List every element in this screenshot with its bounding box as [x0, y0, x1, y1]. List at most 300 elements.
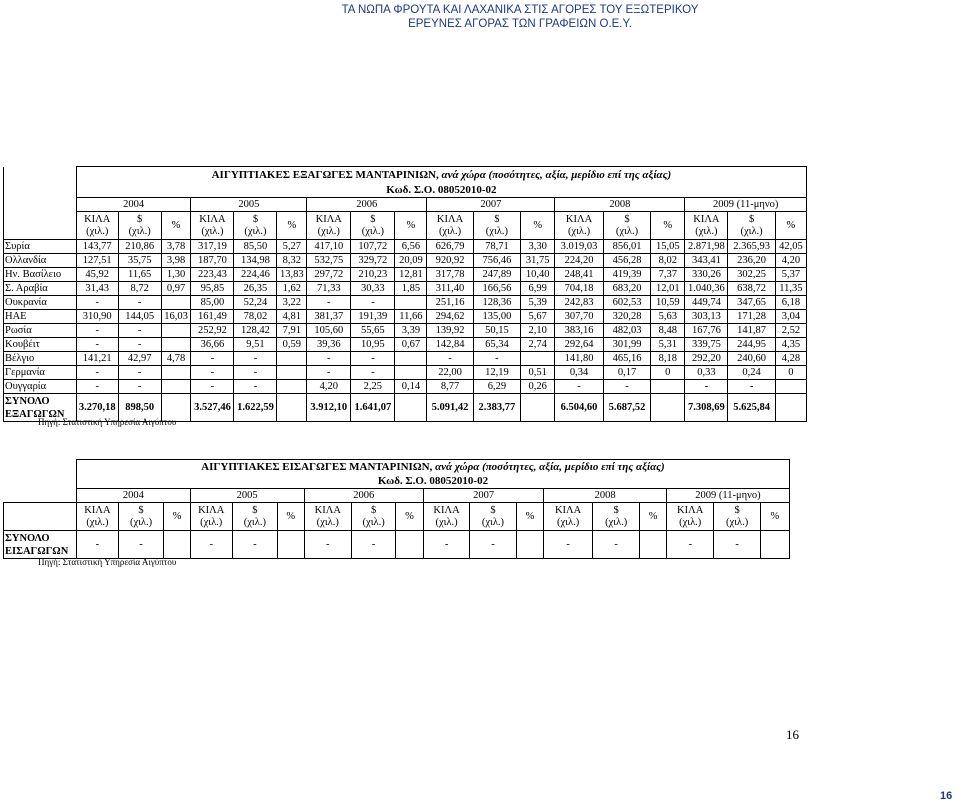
value-cell: - — [728, 380, 775, 394]
value-cell: 85,00 — [191, 296, 234, 310]
value-cell: 5,27 — [277, 240, 307, 254]
value-cell: 10,59 — [651, 296, 685, 310]
value-cell: - — [76, 296, 118, 310]
value-cell: - — [118, 366, 161, 380]
value-cell: 167,76 — [685, 324, 728, 338]
value-cell: 30,33 — [351, 282, 395, 296]
value-cell: 3,04 — [775, 310, 806, 324]
total-value-cell: - — [304, 531, 352, 559]
table-row — [4, 324, 807, 338]
value-cell: - — [118, 338, 161, 352]
col-kila-header: ΚΙΛΑ (χιλ.) — [666, 503, 714, 531]
value-cell: 248,41 — [555, 268, 604, 282]
value-cell: - — [603, 380, 650, 394]
value-cell: 78,02 — [234, 310, 277, 324]
year-header: 2005 — [191, 198, 307, 212]
value-cell: 383,16 — [555, 324, 604, 338]
total-value-cell — [760, 531, 789, 559]
exports-code: Κωδ. Σ.Ο. 08052010-02 — [76, 184, 806, 198]
value-cell: - — [76, 324, 118, 338]
value-cell: - — [351, 352, 395, 366]
table-row — [4, 240, 807, 254]
value-cell: 141,87 — [728, 324, 775, 338]
value-cell: 223,43 — [191, 268, 234, 282]
value-cell: 602,53 — [603, 296, 650, 310]
value-cell: 8,48 — [651, 324, 685, 338]
col-usd-header: $ (χιλ.) — [603, 212, 650, 240]
col-kila-header: ΚΙΛΑ (χιλ.) — [191, 212, 234, 240]
col-usd-header: $ (χιλ.) — [118, 503, 163, 531]
value-cell: 303,13 — [685, 310, 728, 324]
value-cell: 210,23 — [351, 268, 395, 282]
table-row — [4, 380, 807, 394]
value-cell: 31,75 — [521, 254, 555, 268]
value-cell: 302,25 — [728, 268, 775, 282]
value-cell: 166,56 — [473, 282, 520, 296]
value-cell: - — [76, 338, 118, 352]
value-cell: 16,03 — [161, 310, 191, 324]
value-cell: 0,17 — [603, 366, 650, 380]
value-cell: 292,20 — [685, 352, 728, 366]
value-cell: 127,51 — [76, 254, 118, 268]
value-cell: 343,41 — [685, 254, 728, 268]
value-cell: 6,29 — [473, 380, 520, 394]
value-cell: 13,83 — [277, 268, 307, 282]
value-cell: 8,72 — [118, 282, 161, 296]
col-kila-header: ΚΙΛΑ (χιλ.) — [190, 503, 232, 531]
value-cell: 0,34 — [555, 366, 604, 380]
imports-code: Κωδ. Σ.Ο. 08052010-02 — [76, 475, 789, 489]
year-header: 2008 — [544, 489, 667, 503]
col-usd-header: $ (χιλ.) — [352, 503, 396, 531]
value-cell: 4,35 — [775, 338, 806, 352]
total-value-cell — [640, 531, 667, 559]
year-header: 2006 — [307, 198, 427, 212]
total-value-cell: 1.641,07 — [351, 394, 395, 422]
value-cell: 128,36 — [473, 296, 520, 310]
exports-title: ΑΙΓΥΠΤΙΑΚΕΣ ΕΞΑΓΩΓΕΣ ΜΑΝΤΑΡΙΝΙΩΝ, ανά χώρα (ποσότητες, αξία, μερίδιο επί της αξίας) — [76, 167, 806, 184]
value-cell: 8,77 — [427, 380, 473, 394]
col-kila-header: ΚΙΛΑ (χιλ.) — [544, 503, 593, 531]
col-usd-header: $ (χιλ.) — [592, 503, 640, 531]
value-cell: 26,35 — [234, 282, 277, 296]
value-cell: 12,19 — [473, 366, 520, 380]
value-cell — [651, 380, 685, 394]
value-cell — [161, 324, 191, 338]
total-value-cell: - — [118, 531, 163, 559]
col-pct-header: % — [651, 212, 685, 240]
value-cell: 2,52 — [775, 324, 806, 338]
value-cell: 5,63 — [651, 310, 685, 324]
value-cell: 307,70 — [555, 310, 604, 324]
imports-table — [3, 459, 790, 559]
value-cell: 7,37 — [651, 268, 685, 282]
value-cell: 1,62 — [277, 282, 307, 296]
imports-title: ΑΙΓΥΠΤΙΑΚΕΣ ΕΙΣΑΓΩΓΕΣ ΜΑΝΤΑΡΙΝΙΩΝ, ανά χώρα (ποσότητες, αξία, μερίδιο επί της αξίας) — [76, 460, 789, 475]
value-cell: 465,16 — [603, 352, 650, 366]
value-cell: 310,90 — [76, 310, 118, 324]
value-cell: 12,01 — [651, 282, 685, 296]
value-cell: 317,78 — [427, 268, 473, 282]
value-cell: 683,20 — [603, 282, 650, 296]
value-cell: 242,83 — [555, 296, 604, 310]
value-cell: 11,65 — [118, 268, 161, 282]
value-cell: 55,65 — [351, 324, 395, 338]
year-header: 2004 — [76, 198, 191, 212]
value-cell: - — [473, 352, 520, 366]
total-value-cell — [278, 531, 305, 559]
value-cell: 142,84 — [427, 338, 473, 352]
value-cell — [161, 366, 191, 380]
col-usd-header: $ (χιλ.) — [232, 503, 277, 531]
imports-source: Πηγή: Στατιστική Υπηρεσία Αιγύπτου — [38, 557, 177, 567]
total-value-cell: 3.912,10 — [307, 394, 351, 422]
total-value-cell: - — [352, 531, 396, 559]
col-usd-header: $ (χιλ.) — [118, 212, 161, 240]
value-cell: 95,85 — [191, 282, 234, 296]
col-usd-header: $ (χιλ.) — [728, 212, 775, 240]
value-cell: 347,65 — [728, 296, 775, 310]
value-cell — [521, 352, 555, 366]
value-cell: 294,62 — [427, 310, 473, 324]
total-value-cell: 5.687,52 — [603, 394, 650, 422]
value-cell: 107,72 — [351, 240, 395, 254]
value-cell: 244,95 — [728, 338, 775, 352]
value-cell: 8,02 — [651, 254, 685, 268]
country-cell: Ην. Βασίλειο — [4, 268, 77, 282]
country-cell: Συρία — [4, 240, 77, 254]
value-cell: 482,03 — [603, 324, 650, 338]
value-cell: 35,75 — [118, 254, 161, 268]
value-cell: 4,20 — [307, 380, 351, 394]
year-header: 2004 — [76, 489, 190, 503]
value-cell: 3,78 — [161, 240, 191, 254]
value-cell: 171,28 — [728, 310, 775, 324]
value-cell — [395, 352, 427, 366]
value-cell: 532,75 — [307, 254, 351, 268]
value-cell: 0 — [651, 366, 685, 380]
value-cell: 3,39 — [395, 324, 427, 338]
value-cell: 1,30 — [161, 268, 191, 282]
value-cell: 0 — [775, 366, 806, 380]
value-cell: 6,99 — [521, 282, 555, 296]
col-pct-header: % — [775, 212, 806, 240]
value-cell: 247,89 — [473, 268, 520, 282]
page-number: 16 — [786, 727, 799, 742]
value-cell: - — [555, 380, 604, 394]
value-cell — [395, 366, 427, 380]
value-cell: 128,42 — [234, 324, 277, 338]
value-cell: - — [76, 366, 118, 380]
value-cell: 224,20 — [555, 254, 604, 268]
country-cell: Ουκρανία — [4, 296, 77, 310]
col-pct-header: % — [278, 503, 305, 531]
col-kila-header: ΚΙΛΑ (χιλ.) — [685, 212, 728, 240]
total-value-cell: - — [714, 531, 760, 559]
value-cell: 6,18 — [775, 296, 806, 310]
col-pct-header: % — [161, 212, 191, 240]
value-cell: 330,26 — [685, 268, 728, 282]
total-value-cell — [277, 394, 307, 422]
value-cell: 10,95 — [351, 338, 395, 352]
value-cell: 2,74 — [521, 338, 555, 352]
table-row — [4, 282, 807, 296]
value-cell: 0,14 — [395, 380, 427, 394]
value-cell: 78,71 — [473, 240, 520, 254]
country-cell: Γερμανία — [4, 366, 77, 380]
table-row — [4, 268, 807, 282]
value-cell — [161, 380, 191, 394]
value-cell: - — [234, 366, 277, 380]
value-cell: 85,50 — [234, 240, 277, 254]
year-header: 2007 — [423, 489, 543, 503]
value-cell: 1.040,36 — [685, 282, 728, 296]
value-cell: 339,75 — [685, 338, 728, 352]
value-cell: 191,39 — [351, 310, 395, 324]
value-cell — [775, 380, 806, 394]
value-cell: - — [234, 352, 277, 366]
col-usd-header: $ (χιλ.) — [470, 503, 516, 531]
value-cell: 224,46 — [234, 268, 277, 282]
value-cell: 4,78 — [161, 352, 191, 366]
value-cell: 417,10 — [307, 240, 351, 254]
col-kila-header: ΚΙΛΑ (χιλ.) — [427, 212, 473, 240]
value-cell: - — [118, 296, 161, 310]
col-pct-header: % — [396, 503, 424, 531]
value-cell: 329,72 — [351, 254, 395, 268]
value-cell: 5,37 — [775, 268, 806, 282]
total-value-cell — [164, 531, 191, 559]
value-cell: 50,15 — [473, 324, 520, 338]
value-cell: 71,33 — [307, 282, 351, 296]
value-cell: 301,99 — [603, 338, 650, 352]
value-cell: 626,79 — [427, 240, 473, 254]
country-cell: Ολλανδία — [4, 254, 77, 268]
value-cell: 161,49 — [191, 310, 234, 324]
total-value-cell: 7.308,69 — [685, 394, 728, 422]
table-row — [4, 366, 807, 380]
total-value-cell: - — [232, 531, 277, 559]
total-value-cell: - — [544, 531, 593, 559]
col-usd-header: $ (χιλ.) — [473, 212, 520, 240]
value-cell: 5,39 — [521, 296, 555, 310]
value-cell: 65,34 — [473, 338, 520, 352]
country-cell: Βέλγιο — [4, 352, 77, 366]
country-cell: ΗΑΕ — [4, 310, 77, 324]
value-cell: 6,56 — [395, 240, 427, 254]
total-value-cell: - — [423, 531, 469, 559]
value-cell: 2,10 — [521, 324, 555, 338]
value-cell: 704,18 — [555, 282, 604, 296]
value-cell: 141,80 — [555, 352, 604, 366]
year-header: 2007 — [427, 198, 555, 212]
col-kila-header: ΚΙΛΑ (χιλ.) — [304, 503, 352, 531]
total-value-cell: - — [470, 531, 516, 559]
value-cell: 8,32 — [277, 254, 307, 268]
value-cell: 419,39 — [603, 268, 650, 282]
value-cell: 456,28 — [603, 254, 650, 268]
value-cell — [161, 296, 191, 310]
table-row — [4, 310, 807, 324]
total-value-cell — [651, 394, 685, 422]
col-kila-header: ΚΙΛΑ (χιλ.) — [76, 503, 118, 531]
value-cell: - — [118, 380, 161, 394]
value-cell: 36,66 — [191, 338, 234, 352]
value-cell: - — [76, 380, 118, 394]
value-cell: 236,20 — [728, 254, 775, 268]
total-value-cell: 898,50 — [118, 394, 161, 422]
total-value-cell: 1.622,59 — [234, 394, 277, 422]
total-value-cell — [775, 394, 806, 422]
value-cell: 11,35 — [775, 282, 806, 296]
col-pct-header: % — [760, 503, 789, 531]
country-cell: Σ. Αραβία — [4, 282, 77, 296]
value-cell: 311,40 — [427, 282, 473, 296]
value-cell: 187,70 — [191, 254, 234, 268]
value-cell: 3,98 — [161, 254, 191, 268]
total-value-cell — [516, 531, 544, 559]
value-cell: 240,60 — [728, 352, 775, 366]
col-pct-header: % — [395, 212, 427, 240]
col-usd-header: $ (χιλ.) — [351, 212, 395, 240]
value-cell: - — [234, 380, 277, 394]
col-pct-header: % — [164, 503, 191, 531]
value-cell: 1,85 — [395, 282, 427, 296]
value-cell: 4,81 — [277, 310, 307, 324]
total-value-cell: 2.383,77 — [473, 394, 520, 422]
col-kila-header: ΚΙΛΑ (χιλ.) — [555, 212, 604, 240]
value-cell: 381,37 — [307, 310, 351, 324]
table-row — [4, 352, 807, 366]
value-cell: 139,92 — [427, 324, 473, 338]
table-row — [4, 296, 807, 310]
total-value-cell: - — [592, 531, 640, 559]
value-cell: 5,31 — [651, 338, 685, 352]
value-cell: 8,18 — [651, 352, 685, 366]
value-cell: 0,59 — [277, 338, 307, 352]
value-cell: 144,05 — [118, 310, 161, 324]
col-pct-header: % — [277, 212, 307, 240]
page-number-corner: 16 — [940, 790, 953, 802]
exports-source: Πηγή: Στατιστική Υπηρεσία Αιγύπτου — [38, 417, 177, 427]
total-label: ΣΥΝΟΛΟ ΕΙΣΑΓΩΓΩΝ — [4, 531, 77, 559]
total-value-cell: 3.270,18 — [76, 394, 118, 422]
value-cell: 22,00 — [427, 366, 473, 380]
value-cell: 135,00 — [473, 310, 520, 324]
col-kila-header: ΚΙΛΑ (χιλ.) — [307, 212, 351, 240]
value-cell: - — [191, 352, 234, 366]
value-cell: 0,67 — [395, 338, 427, 352]
value-cell: 10,40 — [521, 268, 555, 282]
value-cell: 2,25 — [351, 380, 395, 394]
doc-header-line2: ΕΡΕΥΝΕΣ ΑΓΟΡΑΣ ΤΩΝ ΓΡΑΦΕΙΩΝ Ο.Ε.Υ. — [408, 18, 632, 30]
value-cell: 31,43 — [76, 282, 118, 296]
col-pct-header: % — [516, 503, 544, 531]
value-cell: - — [307, 366, 351, 380]
total-value-cell: 3.527,46 — [191, 394, 234, 422]
value-cell: - — [685, 380, 728, 394]
value-cell: 210,86 — [118, 240, 161, 254]
year-header: 2009 (11-μηνο) — [666, 489, 789, 503]
value-cell: 4,28 — [775, 352, 806, 366]
total-value-cell — [521, 394, 555, 422]
value-cell: 11,66 — [395, 310, 427, 324]
total-value-cell — [396, 531, 424, 559]
value-cell: 252,92 — [191, 324, 234, 338]
year-header: 2006 — [304, 489, 423, 503]
value-cell: 856,01 — [603, 240, 650, 254]
value-cell: 3,22 — [277, 296, 307, 310]
value-cell: 292,64 — [555, 338, 604, 352]
value-cell: 3,30 — [521, 240, 555, 254]
doc-header-line1: ΤΑ ΝΩΠΑ ΦΡΟΥΤΑ ΚΑΙ ΛΑΧΑΝΙΚΑ ΣΤΙΣ ΑΓΟΡΕΣ ΤΟΥ ΕΞΩΤΕΡΙΚΟΥ — [341, 4, 699, 16]
value-cell: 39,36 — [307, 338, 351, 352]
col-usd-header: $ (χιλ.) — [714, 503, 760, 531]
exports-table — [3, 166, 807, 422]
value-cell: 134,98 — [234, 254, 277, 268]
total-row — [4, 531, 790, 559]
value-cell: 15,05 — [651, 240, 685, 254]
value-cell: 52,24 — [234, 296, 277, 310]
value-cell — [277, 366, 307, 380]
value-cell: 317,19 — [191, 240, 234, 254]
value-cell — [395, 296, 427, 310]
total-label: ΣΥΝΟΛΟ ΕΞΑΓΩΓΩΝ — [4, 394, 77, 422]
value-cell: 0,51 — [521, 366, 555, 380]
value-cell — [277, 352, 307, 366]
country-cell: Ουγγαρία — [4, 380, 77, 394]
value-cell: 638,72 — [728, 282, 775, 296]
year-header: 2005 — [190, 489, 304, 503]
country-cell: Ρωσία — [4, 324, 77, 338]
value-cell: 920,92 — [427, 254, 473, 268]
value-cell: 7,91 — [277, 324, 307, 338]
value-cell: 756,46 — [473, 254, 520, 268]
value-cell: - — [191, 366, 234, 380]
table-row — [4, 254, 807, 268]
value-cell: - — [427, 352, 473, 366]
total-value-cell — [395, 394, 427, 422]
value-cell: 2.871,98 — [685, 240, 728, 254]
col-kila-header: ΚΙΛΑ (χιλ.) — [76, 212, 118, 240]
value-cell: - — [307, 352, 351, 366]
year-header: 2008 — [555, 198, 685, 212]
value-cell: 3.019,03 — [555, 240, 604, 254]
year-header: 2009 (11-μηνο) — [685, 198, 807, 212]
col-kila-header: ΚΙΛΑ (χιλ.) — [423, 503, 469, 531]
col-pct-header: % — [640, 503, 667, 531]
value-cell: 0,33 — [685, 366, 728, 380]
value-cell: - — [118, 324, 161, 338]
value-cell: 320,28 — [603, 310, 650, 324]
table-row — [4, 338, 807, 352]
value-cell: 12,81 — [395, 268, 427, 282]
value-cell: 5,67 — [521, 310, 555, 324]
value-cell: 105,60 — [307, 324, 351, 338]
value-cell: - — [307, 296, 351, 310]
total-value-cell: 5.625,84 — [728, 394, 775, 422]
value-cell: - — [191, 380, 234, 394]
value-cell: 141,21 — [76, 352, 118, 366]
value-cell — [161, 338, 191, 352]
total-value-cell: 5.091,42 — [427, 394, 473, 422]
value-cell: 449,74 — [685, 296, 728, 310]
value-cell: - — [351, 366, 395, 380]
value-cell: 45,92 — [76, 268, 118, 282]
value-cell: - — [351, 296, 395, 310]
value-cell: 251,16 — [427, 296, 473, 310]
value-cell: 4,20 — [775, 254, 806, 268]
